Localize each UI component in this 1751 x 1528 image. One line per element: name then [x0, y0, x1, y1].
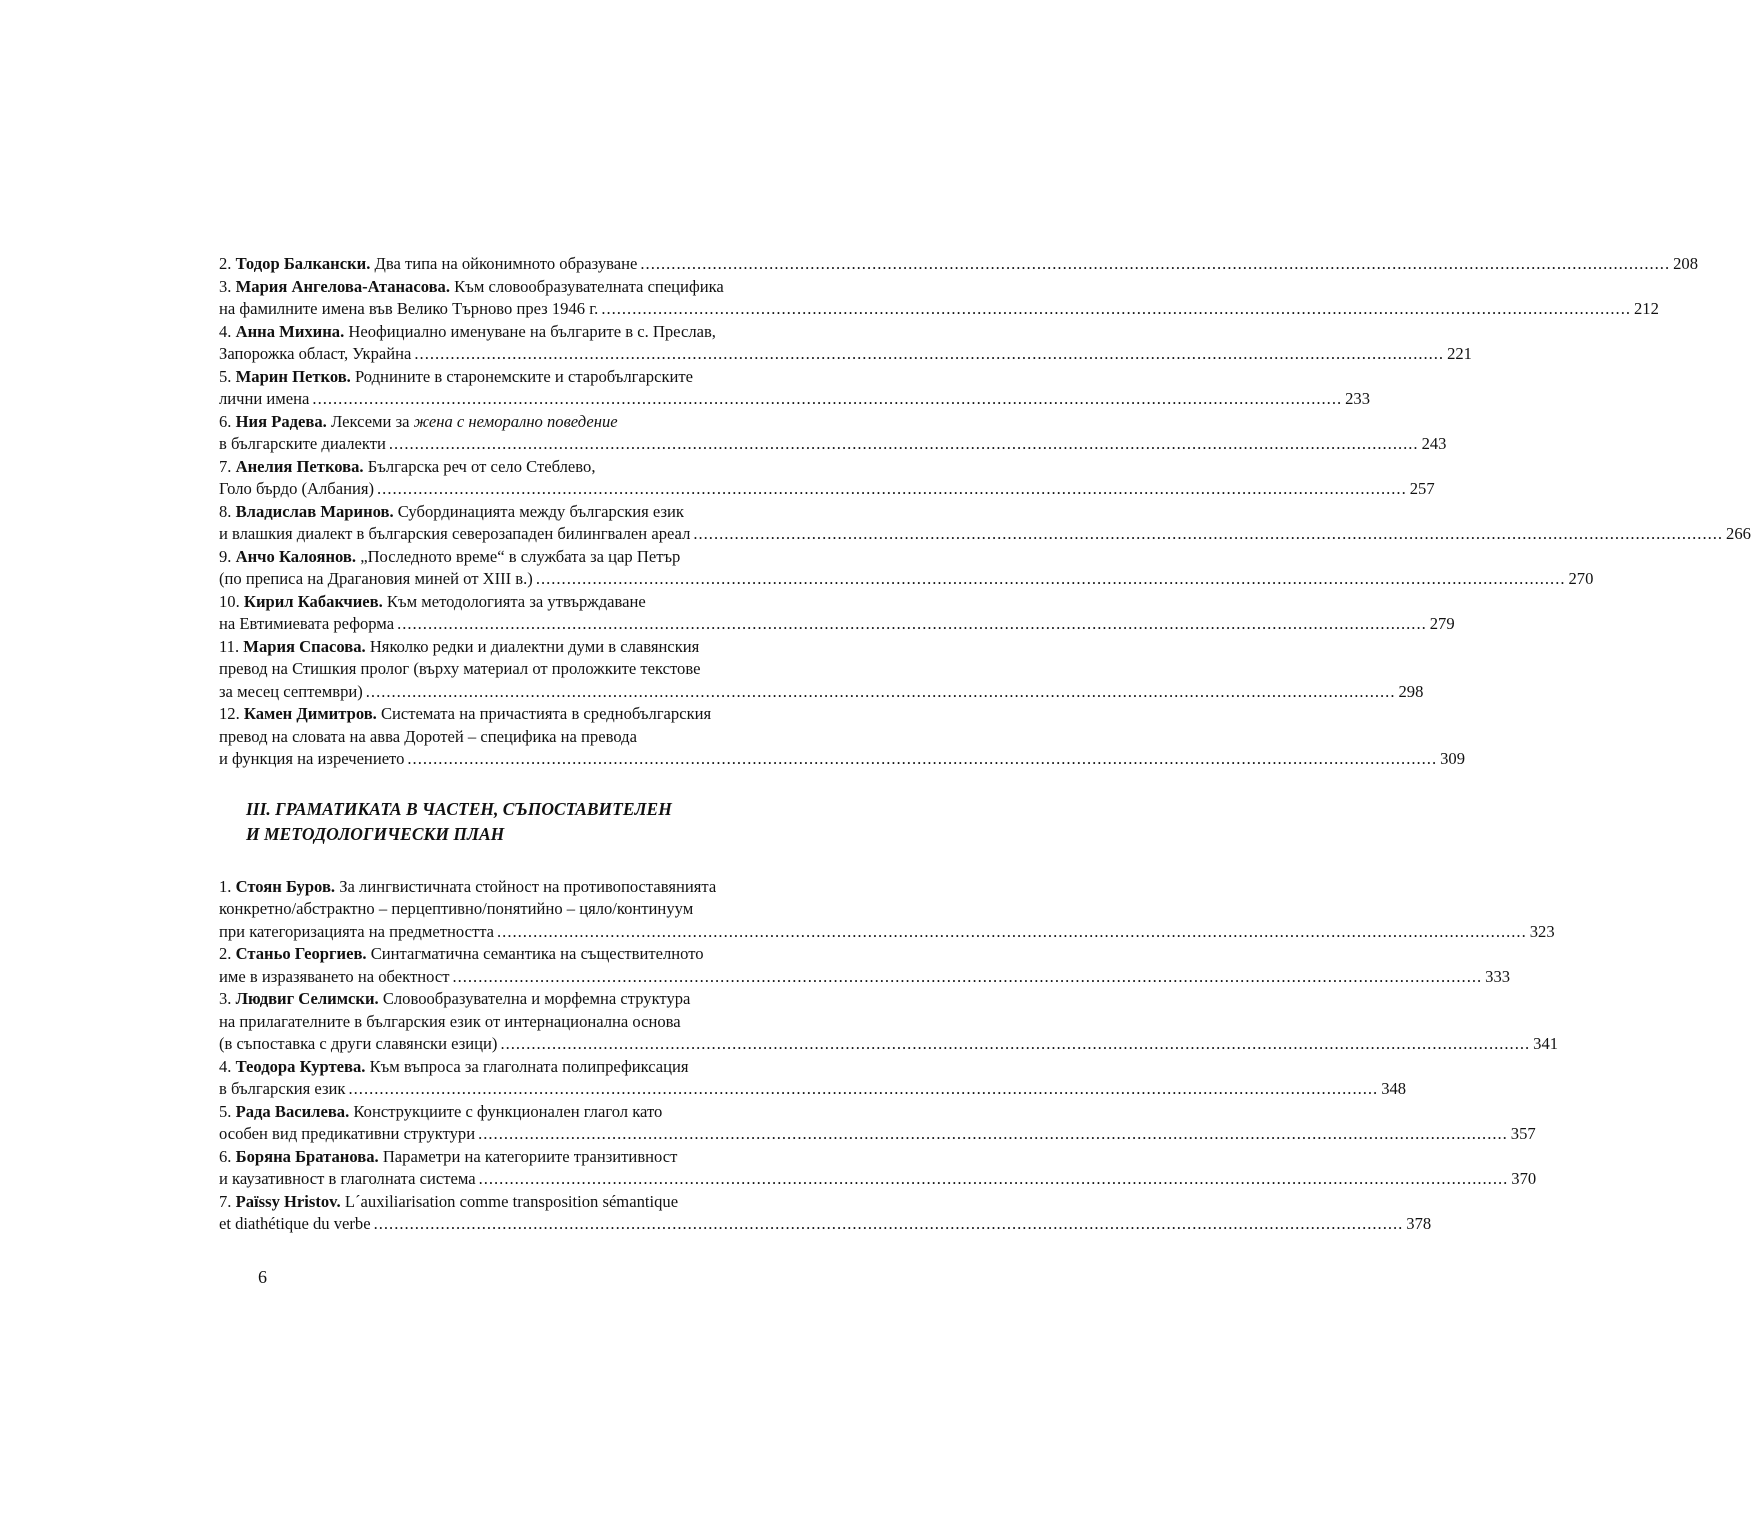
entry-title-text: За лингвистичната стойност на противопоставянията [339, 876, 717, 896]
entry-title-text: в българския език [219, 1079, 346, 1098]
entry-page-number: 243 [1421, 434, 1447, 453]
entry-page-number: 270 [1568, 569, 1594, 588]
leader-dots: ........................................................................................................................................................................................................ [500, 1034, 1531, 1053]
toc-line [219, 591, 846, 614]
entry-author: Мария Ангелова-Атанасова. [235, 276, 451, 296]
entry-author: Камен Димитров. [243, 704, 377, 723]
toc-line [219, 366, 846, 389]
entry-title-text: (в съпоставка с други славянски езици) [219, 1034, 498, 1053]
entry-page-number: 208 [1673, 254, 1698, 273]
entry-title-text: (по преписа на Драгановия миней от XIII в.) [219, 569, 533, 588]
toc-entry [219, 501, 1751, 546]
leader-dots: ........................................................................................................................................................................................................ [397, 614, 1427, 633]
entry-title-text: и каузативност в глаголната система [219, 1169, 476, 1188]
leader-dots: ........................................................................................................................................................................................................ [640, 254, 1671, 273]
toc-line [219, 1213, 1432, 1236]
entry-title-text: Роднините в старонемските и старобългарските [354, 366, 694, 386]
toc-line [219, 898, 846, 921]
entry-number: 7. [219, 456, 232, 476]
toc-line [219, 1033, 1559, 1056]
toc-line [219, 613, 1455, 636]
entry-title-text: за месец септември) [219, 681, 363, 701]
toc-line [219, 726, 846, 749]
section-title-line-2: И МЕТОДОЛОГИЧЕСКИ ПЛАН [246, 823, 505, 844]
entry-number: 2. [219, 254, 232, 273]
section-title-line-1: III. ГРАМАТИКАТА В ЧАСТЕН, СЪПОСТАВИТЕЛЕН [246, 798, 672, 819]
toc-line [219, 703, 846, 726]
entry-number: 7. [219, 1191, 232, 1211]
entry-title-text: лични имена [219, 389, 310, 408]
leader-dots: ........................................................................................................................................................................................................ [601, 299, 1631, 318]
entry-author: Анчо Калоянов. [235, 546, 357, 566]
entry-title-text: превод на словата на авва Доротей – специфика на превода [219, 726, 637, 746]
entry-number: 6. [219, 1146, 232, 1166]
entry-number: 10. [219, 591, 240, 611]
toc-entry [219, 876, 1555, 944]
toc-line [219, 388, 1370, 411]
entry-author: Боряна Братанова. [235, 1146, 379, 1166]
entry-page-number: 279 [1429, 614, 1455, 633]
entry-number: 9. [219, 546, 232, 566]
toc-entry [219, 703, 1465, 771]
entry-title-text: на Евтимиевата реформа [219, 614, 395, 633]
entry-title-text: Към въпроса за глаголната полипрефиксация [369, 1056, 689, 1076]
entry-title-text: Субординацията между българския език [397, 501, 684, 521]
toc-line [219, 876, 846, 899]
toc-line [219, 523, 1751, 546]
toc-line [219, 321, 846, 344]
entry-author: Мария Спасова. [243, 636, 366, 656]
toc-line [219, 1146, 846, 1169]
toc-line [219, 478, 1435, 501]
entry-number: 2. [219, 944, 232, 963]
toc-entry [219, 1101, 1536, 1146]
toc-line [219, 921, 1555, 944]
entry-author: Теодора Куртева. [235, 1056, 366, 1076]
leader-dots: ........................................................................................................................................................................................................ [365, 681, 1396, 701]
toc-entry [219, 321, 1472, 366]
entry-title-text: особен вид предикативни структури [219, 1124, 476, 1143]
entry-author: Ния Радева. [235, 411, 327, 431]
toc-line [219, 1101, 846, 1124]
toc-line [219, 1168, 1537, 1191]
leader-dots: ........................................................................................................................................................................................................ [693, 524, 1724, 543]
entry-title-text: при категоризацията на предметността [219, 921, 495, 941]
entry-page-number: 298 [1398, 681, 1424, 701]
toc-line [219, 411, 846, 434]
entry-page-number: 333 [1485, 966, 1511, 986]
toc-part-3 [219, 876, 1559, 1236]
entry-page-number: 341 [1533, 1034, 1559, 1053]
entry-title-text: et diathétique du verbe [219, 1214, 371, 1233]
leader-dots: ........................................................................................................................................................................................................ [535, 569, 1566, 588]
toc-line [219, 636, 846, 659]
leader-dots: ........................................................................................................................................................................................................ [452, 966, 1483, 986]
entry-title-text: и функция на изречението [219, 749, 405, 768]
entry-title-text: Голо бърдо (Албания) [219, 479, 375, 498]
leader-dots: ........................................................................................................................................................................................................ [312, 389, 1343, 408]
leader-dots: ........................................................................................................................................................................................................ [373, 1214, 1404, 1233]
leader-dots: ........................................................................................................................................................................................................ [377, 479, 1407, 498]
entry-title-text: Параметри на категориите транзитивност [382, 1146, 678, 1166]
toc-entry [219, 636, 1424, 704]
entry-author: Станьо Георгиев. [235, 944, 367, 963]
entry-title-text: на прилагателните в българския език от интернационална основа [219, 1011, 681, 1031]
entry-author: Тодор Балкански. [235, 254, 371, 273]
toc-line [219, 943, 846, 966]
entry-title-text: Запорожка област, Украйна [219, 344, 412, 363]
toc-entry [219, 411, 1447, 456]
toc-line [219, 988, 846, 1011]
entry-page-number: 309 [1440, 749, 1465, 768]
entry-title-text: Два типа на ойконимното образуване [374, 254, 638, 273]
entry-number: 3. [219, 989, 232, 1008]
leader-dots: ........................................................................................................................................................................................................ [478, 1124, 1508, 1143]
toc-line [219, 1011, 846, 1034]
toc-line [219, 253, 1698, 276]
entry-title-text: на фамилните имена във Велико Търново през 1946 г. [219, 299, 599, 318]
toc-entry [219, 1146, 1537, 1191]
entry-title-text: превод на Стишкия пролог (върху материал от проложките текстове [219, 659, 701, 678]
entry-title-text: Няколко редки и диалектни думи в славянския [369, 636, 700, 656]
entry-page-number: 266 [1726, 524, 1751, 543]
entry-title-text: Неофициално именуване на българите в с. Преслав, [348, 321, 716, 341]
entry-title-text: „Последното време“ в службата за цар Петър [360, 546, 681, 566]
entry-number: 12. [219, 704, 240, 723]
entry-page-number: 257 [1409, 479, 1435, 498]
entry-title-text: Конструкциите с функционален глагол като [353, 1101, 663, 1121]
entry-page-number: 357 [1510, 1124, 1536, 1143]
toc-line [219, 501, 846, 524]
toc-line [219, 748, 1465, 771]
toc-line [219, 546, 846, 569]
entry-page-number: 378 [1406, 1214, 1432, 1233]
leader-dots: ........................................................................................................................................................................................................ [497, 921, 1527, 941]
entry-title-text: име в изразяването на обектност [219, 966, 450, 986]
toc-entry [219, 276, 1659, 321]
entry-title-text: Словообразувателна и морфемна структура [382, 989, 691, 1008]
entry-title-italic: жена с неморално поведение [413, 411, 618, 431]
table-of-contents [219, 253, 1751, 1236]
entry-author: Стоян Буров. [235, 876, 336, 896]
entry-author: Païssy Hristov. [235, 1191, 341, 1211]
leader-dots: ........................................................................................................................................................................................................ [388, 434, 1419, 453]
entry-author: Марин Петков. [235, 366, 351, 386]
entry-page-number: 233 [1345, 389, 1370, 408]
entry-title-text: конкретно/абстрактно – перцептивно/понятийно – цяло/континуум [219, 899, 694, 918]
toc-entry [219, 456, 1435, 501]
toc-line [219, 658, 846, 681]
entry-title-text: Към словообразувателната специфика [454, 276, 724, 296]
entry-title-text: Българска реч от село Стеблево, [367, 456, 596, 476]
entry-page-number: 221 [1447, 344, 1472, 363]
entry-number: 5. [219, 366, 232, 386]
entry-number: 3. [219, 276, 232, 296]
entry-author: Рада Василева. [235, 1101, 350, 1121]
entry-number: 8. [219, 501, 232, 521]
toc-line [219, 433, 1447, 456]
entry-author: Людвиг Селимски. [235, 989, 379, 1008]
entry-page-number: 323 [1529, 921, 1555, 941]
leader-dots: ........................................................................................................................................................................................................ [348, 1079, 1379, 1098]
entry-title-text: Лексеми за [330, 411, 414, 431]
toc-line [219, 1191, 846, 1214]
entry-number: 5. [219, 1101, 232, 1121]
toc-entry [219, 546, 1594, 591]
toc-entry [219, 1056, 1407, 1101]
toc-entry [219, 943, 1511, 988]
entry-number: 4. [219, 1056, 232, 1076]
entry-page-number: 212 [1634, 299, 1659, 318]
entry-page-number: 370 [1511, 1169, 1537, 1188]
toc-entry [219, 988, 1559, 1056]
page-number: 6 [258, 1267, 267, 1287]
entry-author: Кирил Кабакчиев. [243, 591, 383, 611]
entry-title-text: в българските диалекти [219, 434, 386, 453]
entry-number: 4. [219, 321, 232, 341]
toc-line [219, 568, 1594, 591]
entry-author: Владислав Маринов. [235, 501, 394, 521]
toc-line [219, 298, 1659, 321]
entry-title-text: L´auxiliarisation comme transposition sémantique [344, 1191, 679, 1211]
leader-dots: ........................................................................................................................................................................................................ [414, 344, 1445, 363]
toc-line [219, 966, 1511, 989]
toc-entry [219, 591, 1455, 636]
toc-line [219, 1078, 1407, 1101]
entry-number: 6. [219, 411, 232, 431]
entry-page-number: 348 [1381, 1079, 1407, 1098]
entry-author: Анна Михина. [235, 321, 345, 341]
toc-entry [219, 1191, 1432, 1236]
toc-entry [219, 366, 1370, 411]
entry-title-text: Системата на причастията в среднобългарския [380, 704, 712, 723]
toc-line [219, 1123, 1536, 1146]
entry-title-text: и влашкия диалект в българския северозападен билингвален ареал [219, 524, 691, 543]
toc-line [219, 456, 846, 479]
toc-entry [219, 253, 1698, 276]
toc-line [219, 343, 1472, 366]
entry-title-text: Към методологията за утвърждаване [386, 591, 646, 611]
section-heading [246, 797, 846, 847]
toc-line [219, 681, 1424, 704]
toc-line [219, 1056, 846, 1079]
entry-number: 1. [219, 876, 232, 896]
entry-title-text: Синтагматична семантика на съществителното [370, 944, 704, 963]
leader-dots: ........................................................................................................................................................................................................ [478, 1169, 1509, 1188]
toc-line [219, 276, 846, 299]
entry-number: 11. [219, 636, 240, 656]
leader-dots: ........................................................................................................................................................................................................ [407, 749, 1438, 768]
toc-part-2 [219, 253, 1751, 771]
entry-author: Анелия Петкова. [235, 456, 364, 476]
